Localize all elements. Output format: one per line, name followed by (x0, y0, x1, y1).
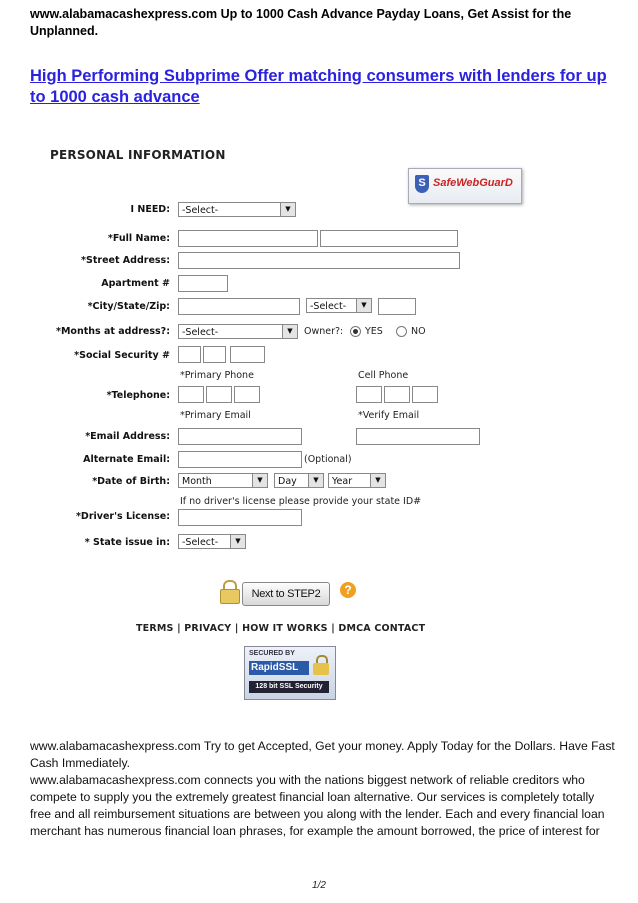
label-state-issue: * State issue in: (84, 537, 170, 548)
street-address-field[interactable] (178, 252, 460, 269)
state-issue-select[interactable] (178, 534, 246, 549)
owner-yes-radio[interactable] (350, 326, 361, 337)
ssn-part3-field[interactable] (230, 346, 265, 363)
state-select[interactable] (306, 298, 372, 313)
label-city-state-zip: *City/State/Zip: (87, 301, 170, 312)
chevron-down-icon: ▼ (252, 474, 267, 487)
cell-phone-area-field[interactable] (356, 386, 382, 403)
chevron-down-icon: ▼ (230, 535, 245, 548)
cell-phone-line-field[interactable] (412, 386, 438, 403)
months-select[interactable] (178, 324, 298, 339)
last-name-field[interactable] (320, 230, 458, 247)
loan-form-image (30, 138, 550, 708)
footer-links[interactable]: TERMS | PRIVACY | HOW IT WORKS | DMCA CONTACT (136, 623, 426, 634)
label-drivers-license: *Driver's License: (75, 511, 170, 522)
i-need-select-value: -Select- (182, 205, 219, 216)
page-header-title: www.alabamacashexpress.com Up to 1000 Cash Advance Payday Loans, Get Assist for the Unplanned. (30, 7, 572, 38)
primary-phone-prefix-field[interactable] (206, 386, 232, 403)
shield-icon: S (415, 175, 429, 193)
body-paragraph-1: www.alabamacashexpress.com Try to get Accepted, Get your money. Apply Today for the Dollars. Have Fast Cash Immediately. (30, 739, 615, 770)
body-paragraph-2: www.alabamacashexpress.com connects you with the nations biggest network of reliable creditors who compete to supply you the extremely greatest financial loan alternative. Our services is completely totally free and all reimbursement situations are between you along with the lender. Each and every financial loan merchant has numerous financial loan phrases, for example the amount borrowed, the price of interest for (30, 773, 605, 838)
safewebguard-text: SafeWebGuarD (433, 177, 513, 189)
label-i-need: I NEED: (130, 204, 170, 215)
label-street-address: *Street Address: (81, 255, 170, 266)
primary-phone-area-field[interactable] (178, 386, 204, 403)
page-number: 1/2 (312, 880, 326, 891)
section-title: PERSONAL INFORMATION (50, 148, 226, 162)
first-name-field[interactable] (178, 230, 318, 247)
owner-yes-label: YES (365, 326, 383, 337)
dob-year-value: Year (332, 476, 353, 487)
primary-phone-line-field[interactable] (234, 386, 260, 403)
state-select-value: -Select- (310, 301, 347, 312)
dob-year-select[interactable] (328, 473, 386, 488)
primary-email-label: *Primary Email (180, 410, 251, 421)
owner-label: Owner?: (304, 326, 344, 337)
apartment-field[interactable] (178, 275, 228, 292)
owner-no-label: NO (411, 326, 426, 337)
chevron-down-icon: ▼ (356, 299, 371, 312)
help-icon[interactable]: ? (340, 582, 356, 598)
alt-email-field[interactable] (178, 451, 302, 468)
label-email: *Email Address: (85, 431, 170, 442)
verify-email-field[interactable] (356, 428, 480, 445)
drivers-license-field[interactable] (178, 509, 302, 526)
verify-email-label: *Verify Email (358, 410, 420, 421)
primary-phone-label: *Primary Phone (180, 370, 254, 381)
cell-phone-label: Cell Phone (358, 370, 409, 381)
dob-month-value: Month (182, 476, 212, 487)
ssl-brand: RapidSSL (249, 661, 309, 675)
label-dob: *Date of Birth: (92, 476, 170, 487)
headline-link[interactable]: High Performing Subprime Offer matching consumers with lenders for up to 1000 cash advance (30, 67, 607, 106)
dob-day-value: Day (278, 476, 297, 487)
chevron-down-icon: ▼ (282, 325, 297, 338)
lock-icon (220, 580, 238, 602)
state-issue-value: -Select- (182, 537, 219, 548)
i-need-select[interactable] (178, 202, 296, 217)
chevron-down-icon: ▼ (280, 203, 295, 216)
months-select-value: -Select- (182, 327, 219, 338)
rapidssl-badge (244, 646, 336, 700)
ssn-part2-field[interactable] (203, 346, 226, 363)
next-step-button[interactable]: Next to STEP2 (242, 582, 330, 606)
chevron-down-icon: ▼ (308, 474, 323, 487)
city-field[interactable] (178, 298, 300, 315)
zip-field[interactable] (378, 298, 416, 315)
label-ssn: *Social Security # (74, 350, 170, 361)
padlock-icon (313, 655, 329, 675)
label-telephone: *Telephone: (106, 390, 170, 401)
dob-day-select[interactable] (274, 473, 324, 488)
license-note: If no driver's license please provide your state ID# (180, 496, 422, 507)
ssn-part1-field[interactable] (178, 346, 201, 363)
body-text (30, 738, 615, 840)
primary-email-field[interactable] (178, 428, 302, 445)
label-alt-email: Alternate Email: (83, 454, 170, 465)
owner-no-radio[interactable] (396, 326, 407, 337)
cell-phone-prefix-field[interactable] (384, 386, 410, 403)
label-full-name: *Full Name: (107, 233, 170, 244)
dob-month-select[interactable] (178, 473, 268, 488)
optional-note: (Optional) (304, 454, 352, 465)
chevron-down-icon: ▼ (370, 474, 385, 487)
ssl-strength: 128 bit SSL Security (249, 681, 329, 693)
label-apartment: Apartment # (101, 278, 170, 289)
label-months-at-address: *Months at address?: (56, 326, 170, 337)
safewebguard-badge (408, 168, 522, 204)
ssl-secured-by: SECURED BY (249, 650, 295, 657)
